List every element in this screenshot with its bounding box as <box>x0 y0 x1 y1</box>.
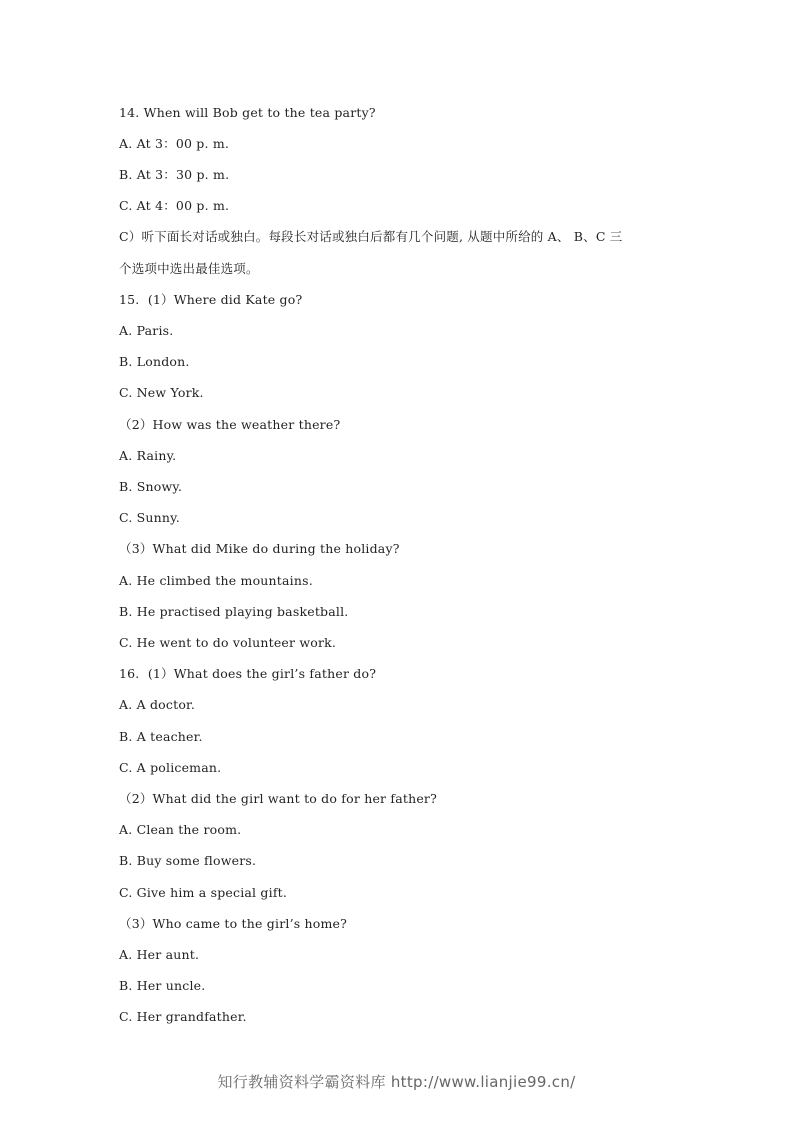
q15-part1-option-c: C. New York. <box>119 385 204 400</box>
q16-part1-option-a: A. A doctor. <box>119 697 196 712</box>
q16-part1-option-c: C. A policeman. <box>119 760 222 775</box>
q15-part3-option-b: B. He practised playing basketball. <box>119 604 349 619</box>
q16-part3-option-b: B. Her uncle. <box>119 978 206 993</box>
q16-part3-option-c: C. Her grandfather. <box>119 1009 247 1024</box>
q15-part2-option-a: A. Rainy. <box>119 448 177 463</box>
q16-part2-option-a: A. Clean the room. <box>119 822 242 837</box>
q15-part1-option-b: B. London. <box>119 354 190 369</box>
q15-part2-option-b: B. Snowy. <box>119 479 183 494</box>
section-c-instruction-line1: C）听下面长对话或独白。每段长对话或独白后都有几个问题, 从题中所给的 A、 B、C 三 <box>119 229 623 244</box>
footer-watermark-text: 知行教辅资料学霸资料库 http://www.lianjie99.cn/ <box>217 1073 576 1091</box>
q15-part3-option-c: C. He went to do volunteer work. <box>119 635 337 650</box>
q14-stem: 14. When will Bob get to the tea party? <box>119 105 376 120</box>
q15-stem: 15. (1）Where did Kate go? <box>119 292 303 307</box>
q15-part3-stem: （3）What did Mike do during the holiday? <box>119 541 400 556</box>
q15-part1-option-a: A. Paris. <box>119 323 174 338</box>
q14-option-c: C. At 4：00 p. m. <box>119 198 230 213</box>
section-c-instruction-line2: 个选项中选出最佳选项。 <box>119 261 259 276</box>
q16-part3-stem: （3）Who came to the girl’s home? <box>119 916 348 931</box>
q16-stem: 16. (1）What does the girl’s father do? <box>119 666 377 681</box>
q16-part1-option-b: B. A teacher. <box>119 729 203 744</box>
q16-part3-option-a: A. Her aunt. <box>119 947 200 962</box>
q16-part2-option-b: B. Buy some flowers. <box>119 853 257 868</box>
q14-option-b: B. At 3：30 p. m. <box>119 167 230 182</box>
q16-part2-option-c: C. Give him a special gift. <box>119 885 288 900</box>
q16-part2-stem: （2）What did the girl want to do for her father? <box>119 791 438 806</box>
q14-option-a: A. At 3：00 p. m. <box>119 136 230 151</box>
q15-part3-option-a: A. He climbed the mountains. <box>119 573 313 588</box>
q15-part2-stem: （2）How was the weather there? <box>119 417 341 432</box>
q15-part2-option-c: C. Sunny. <box>119 510 180 525</box>
